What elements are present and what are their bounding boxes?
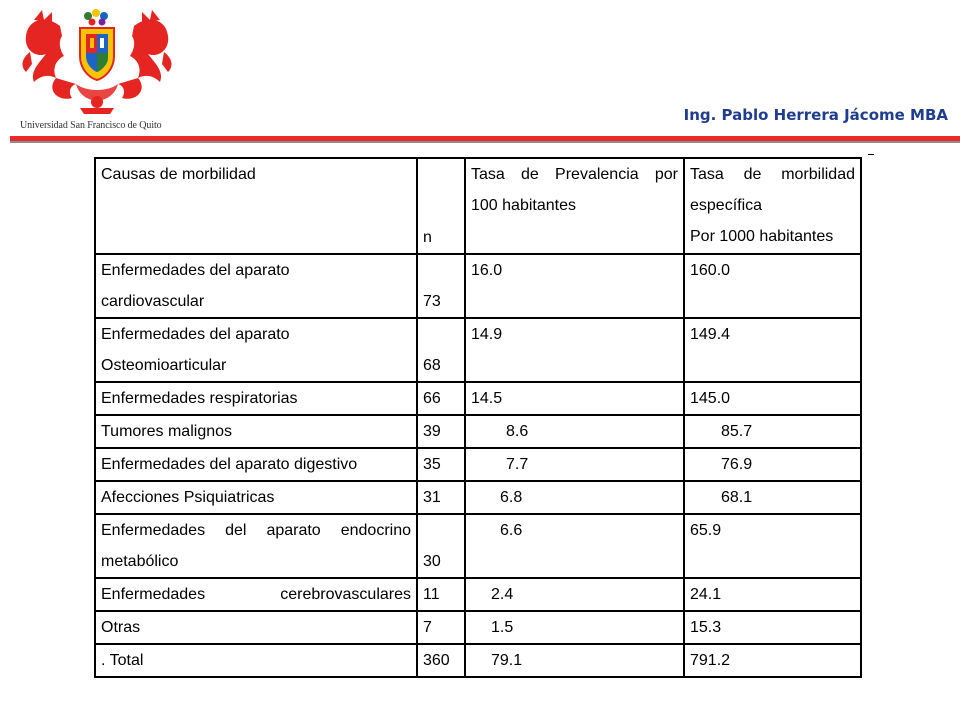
prevalence-cell: 1.5 xyxy=(465,611,684,644)
n-cell: 73 xyxy=(417,254,465,318)
n-cell: 66 xyxy=(417,382,465,415)
prevalence-cell: 7.7 xyxy=(465,448,684,481)
cause-cell xyxy=(95,578,417,611)
table-row xyxy=(95,611,861,644)
header-prevalence-line2: 100 habitantes xyxy=(471,197,576,214)
table-row xyxy=(95,514,861,578)
prevalence-cell: 79.1 xyxy=(465,644,684,677)
n-cell: 30 xyxy=(417,514,465,578)
morbidity-cell: 160.0 xyxy=(684,254,861,318)
prevalence-cell: 14.5 xyxy=(465,382,684,415)
morbidity-cell: 65.9 xyxy=(684,514,861,578)
header-morbidity xyxy=(684,158,861,254)
n-cell: 7 xyxy=(417,611,465,644)
cause-cell: Otras xyxy=(95,611,417,644)
morbidity-cell: 68.1 xyxy=(684,481,861,514)
morbidity-cell: 149.4 xyxy=(684,318,861,382)
morbidity-cell: 791.2 xyxy=(684,644,861,677)
cause-cell: Tumores malignos xyxy=(95,415,417,448)
table-row xyxy=(95,318,861,382)
cause-cell xyxy=(95,254,417,318)
n-cell: 68 xyxy=(417,318,465,382)
header-grey-rule xyxy=(10,141,960,143)
n-cell: 360 xyxy=(417,644,465,677)
morbidity-cell: 15.3 xyxy=(684,611,861,644)
header-prevalence xyxy=(465,158,684,254)
table-row xyxy=(95,254,861,318)
dragon-crest-icon xyxy=(16,6,178,118)
table-row xyxy=(95,382,861,415)
university-logo xyxy=(16,6,178,130)
prevalence-cell: 8.6 xyxy=(465,415,684,448)
cause-cell: . Total xyxy=(95,644,417,677)
morbidity-cell: 76.9 xyxy=(684,448,861,481)
table-row xyxy=(95,481,861,514)
n-cell: 39 xyxy=(417,415,465,448)
cause-line: Enfermedades del aparato xyxy=(101,326,290,343)
stray-mark xyxy=(868,154,874,155)
header-cause: Causas de morbilidad xyxy=(95,158,417,254)
cause-cell xyxy=(95,514,417,578)
cause-line: Osteomioarticular xyxy=(101,357,227,374)
table-row xyxy=(95,448,861,481)
n-cell: 35 xyxy=(417,448,465,481)
morbidity-cell: 24.1 xyxy=(684,578,861,611)
header-morbidity-line3: Por 1000 habitantes xyxy=(690,228,834,245)
logo-caption: Universidad San Francisco de Quito xyxy=(20,120,162,131)
prevalence-cell: 6.6 xyxy=(465,514,684,578)
prevalence-cell: 16.0 xyxy=(465,254,684,318)
cause-cell: Enfermedades respiratorias xyxy=(95,382,417,415)
cause-line: Enfermedades del aparato endocrino xyxy=(101,522,411,539)
table-row xyxy=(95,578,861,611)
cause-cell: Afecciones Psiquiatricas xyxy=(95,481,417,514)
author-name: Ing. Pablo Herrera Jácome MBA xyxy=(683,106,948,124)
morbidity-cell: 145.0 xyxy=(684,382,861,415)
morbidity-cell: 85.7 xyxy=(684,415,861,448)
prevalence-cell: 2.4 xyxy=(465,578,684,611)
header-row xyxy=(95,158,861,254)
cause-cell xyxy=(95,318,417,382)
cause-line: Enfermedades cerebrovasculares xyxy=(101,586,411,603)
morbidity-table xyxy=(94,157,862,678)
n-cell: 31 xyxy=(417,481,465,514)
prevalence-cell: 6.8 xyxy=(465,481,684,514)
cause-line: Enfermedades del aparato xyxy=(101,262,290,279)
table-row xyxy=(95,644,861,677)
header-morbidity-line2: específica xyxy=(690,197,763,214)
n-cell: 11 xyxy=(417,578,465,611)
cause-line: cardiovascular xyxy=(101,293,205,310)
header-n: n xyxy=(417,158,465,254)
cause-cell: Enfermedades del aparato digestivo xyxy=(95,448,417,481)
header-morbidity-line1: Tasa de morbilidad xyxy=(690,166,855,183)
cause-line: metabólico xyxy=(101,553,179,570)
prevalence-cell: 14.9 xyxy=(465,318,684,382)
header-prevalence-line1: Tasa de Prevalencia por xyxy=(471,166,678,183)
table-row xyxy=(95,415,861,448)
